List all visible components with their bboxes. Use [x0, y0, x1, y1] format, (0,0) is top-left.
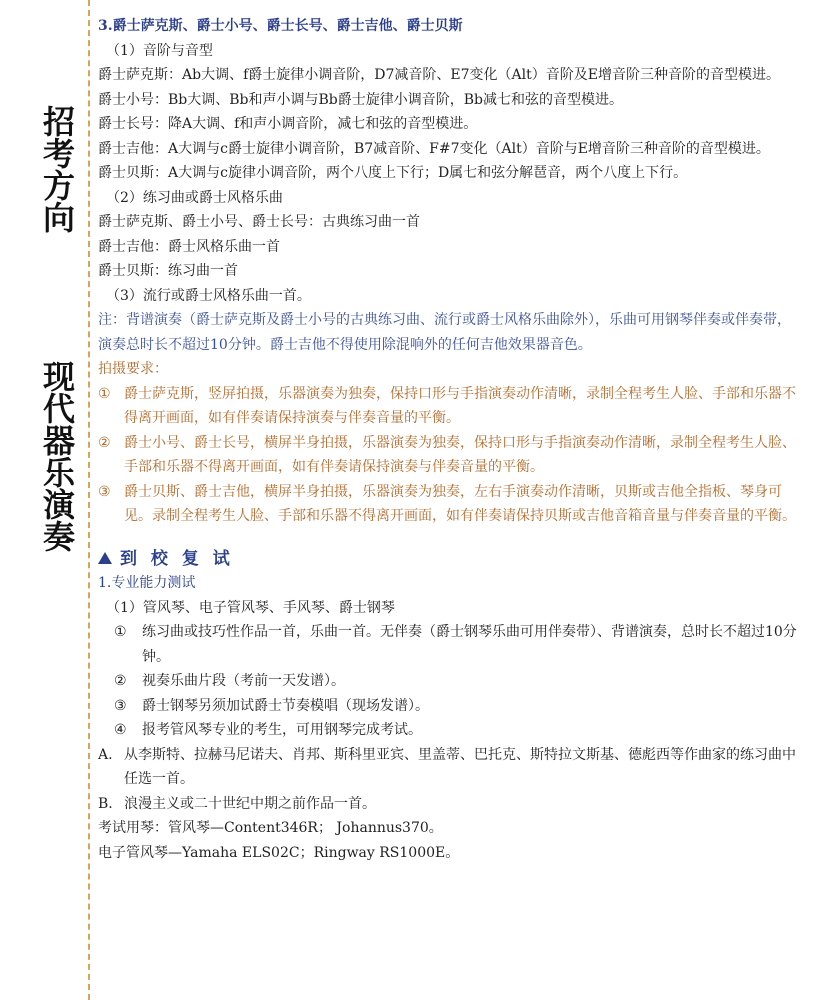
part2-line-guitar: 爵士吉他：爵士风格乐曲一首: [98, 238, 280, 255]
part1-line-guitar: 爵士吉他：A大调与c爵士旋律小调音阶，B7减音阶、F#7变化（Alt）音阶与E增音阶三种音阶的音型模进。: [98, 140, 770, 157]
retest-section-title: [98, 547, 798, 572]
retest-text: 爵士钢琴另须加试爵士节奏模唱（现场发谱）。: [142, 697, 429, 714]
retest-item: [98, 669, 798, 694]
retest-section-label: 到 校 复 试: [120, 548, 234, 569]
part1-title: （1）音阶与音型: [106, 42, 213, 59]
retest-text: 练习曲或技巧性作品一首，乐曲一首。无伴奏（爵士钢琴乐曲可用伴奏带）、背谱演奏，总时长不超过10分钟。: [142, 624, 797, 665]
retest-letter-item: [98, 743, 798, 792]
part1-line-bass: 爵士贝斯：A大调与c旋律小调音阶，两个八度上下行；D属七和弦分解琶音，两个八度上下行。: [98, 165, 688, 181]
filming-item: [98, 431, 798, 480]
part2-line-bass: 爵士贝斯：练习曲一首: [98, 263, 238, 279]
filming-marker: ③: [98, 483, 111, 500]
retest-marker: ①: [114, 624, 127, 640]
jazz-heading: 3.爵士萨克斯、爵士小号、爵士长号、爵士吉他、爵士贝斯: [98, 18, 463, 34]
filming-item: [98, 382, 798, 431]
performance-note: 注：背谱演奏（爵士萨克斯及爵士小号的古典练习曲、流行或爵士风格乐曲除外），乐曲可用钢琴伴奏或伴奏带，演奏总时长不超过10分钟。爵士吉他不得使用除混响外的任何吉他效果器音色。: [98, 312, 791, 353]
retest-letter-item: [98, 792, 798, 817]
letter-text: 从李斯特、拉赫马尼诺夫、肖邦、斯科里亚宾、里盖蒂、巴托克、斯特拉文斯基、德彪西等作曲家的练习曲中任选一首。: [124, 746, 796, 787]
retest-marker: ④: [114, 722, 127, 738]
retest-item: [98, 718, 798, 743]
retest-text: 报考管风琴专业的考生，可用钢琴完成考试。: [142, 722, 422, 738]
instrument-line: 考试用琴：管风琴—Content346R； Johannus370。: [98, 820, 443, 836]
retest-item: [98, 694, 798, 719]
letter-marker: B.: [98, 795, 113, 812]
retest-item: [98, 620, 798, 669]
side-title-modern-instrument: 现代器乐演奏: [38, 360, 76, 552]
retest-marker: ②: [114, 673, 127, 689]
retest-group-title: （1）管风琴、电子管风琴、手风琴、爵士钢琴: [106, 599, 395, 616]
retest-subheading: 1.专业能力测试: [98, 575, 196, 591]
side-title-exam-direction: 招考方向: [38, 105, 76, 233]
filming-item: [98, 480, 798, 529]
triangle-icon: [98, 552, 112, 564]
part2-title: （2）练习曲或爵士风格乐曲: [106, 189, 283, 206]
part1-line-trumpet: 爵士小号：Bb大调、Bb和声小调与Bb爵士旋律小调音阶，Bb减七和弦的音型模进。: [98, 91, 623, 108]
filming-text: 爵士贝斯、爵士吉他，横屏半身拍摄，乐器演奏为独奏，左右手演奏动作清晰，贝斯或吉他全指板、琴身可见。录制全程考生人脸、手部和乐器不得离开画面，如有伴奏请保持贝斯或吉他音箱音量与伴奏音量的平衡。: [124, 483, 796, 524]
letter-marker: A.: [98, 746, 113, 763]
filming-marker: ①: [98, 385, 111, 402]
part1-line-trombone: 爵士长号：降A大调、f和声小调音阶，减七和弦的音型模进。: [98, 116, 478, 132]
letter-text: 浪漫主义或二十世纪中期之前作品一首。: [124, 795, 376, 812]
filming-title: 拍摄要求：: [98, 361, 168, 377]
main-content: [98, 14, 798, 865]
retest-text: 视奏乐曲片段（考前一天发谱）。: [142, 673, 345, 689]
dashed-divider: [88, 0, 90, 1000]
part2-line-brass: 爵士萨克斯、爵士小号、爵士长号：古典练习曲一首: [98, 214, 420, 230]
part1-line-sax: 爵士萨克斯：Ab大调、f爵士旋律小调音阶，D7减音阶、E7变化（Alt）音阶及E增音阶三种音阶的音型模进。: [98, 67, 780, 83]
filming-text: 爵士萨克斯，竖屏拍摄，乐器演奏为独奏，保持口形与手指演奏动作清晰，录制全程考生人脸、手部和乐器不得离开画面，如有伴奏请保持演奏与伴奏音量的平衡。: [124, 385, 796, 426]
filming-marker: ②: [98, 434, 111, 451]
filming-text: 爵士小号、爵士长号，横屏半身拍摄，乐器演奏为独奏，保持口形与手指演奏动作清晰，录制全程考生人脸、手部和乐器不得离开画面，如有伴奏请保持演奏与伴奏音量的平衡。: [124, 434, 796, 475]
instrument-line: 电子管风琴—Yamaha ELS02C；Ringway RS1000E。: [98, 844, 460, 861]
part3-title: （3）流行或爵士风格乐曲一首。: [106, 287, 311, 304]
retest-marker: ③: [114, 697, 127, 714]
